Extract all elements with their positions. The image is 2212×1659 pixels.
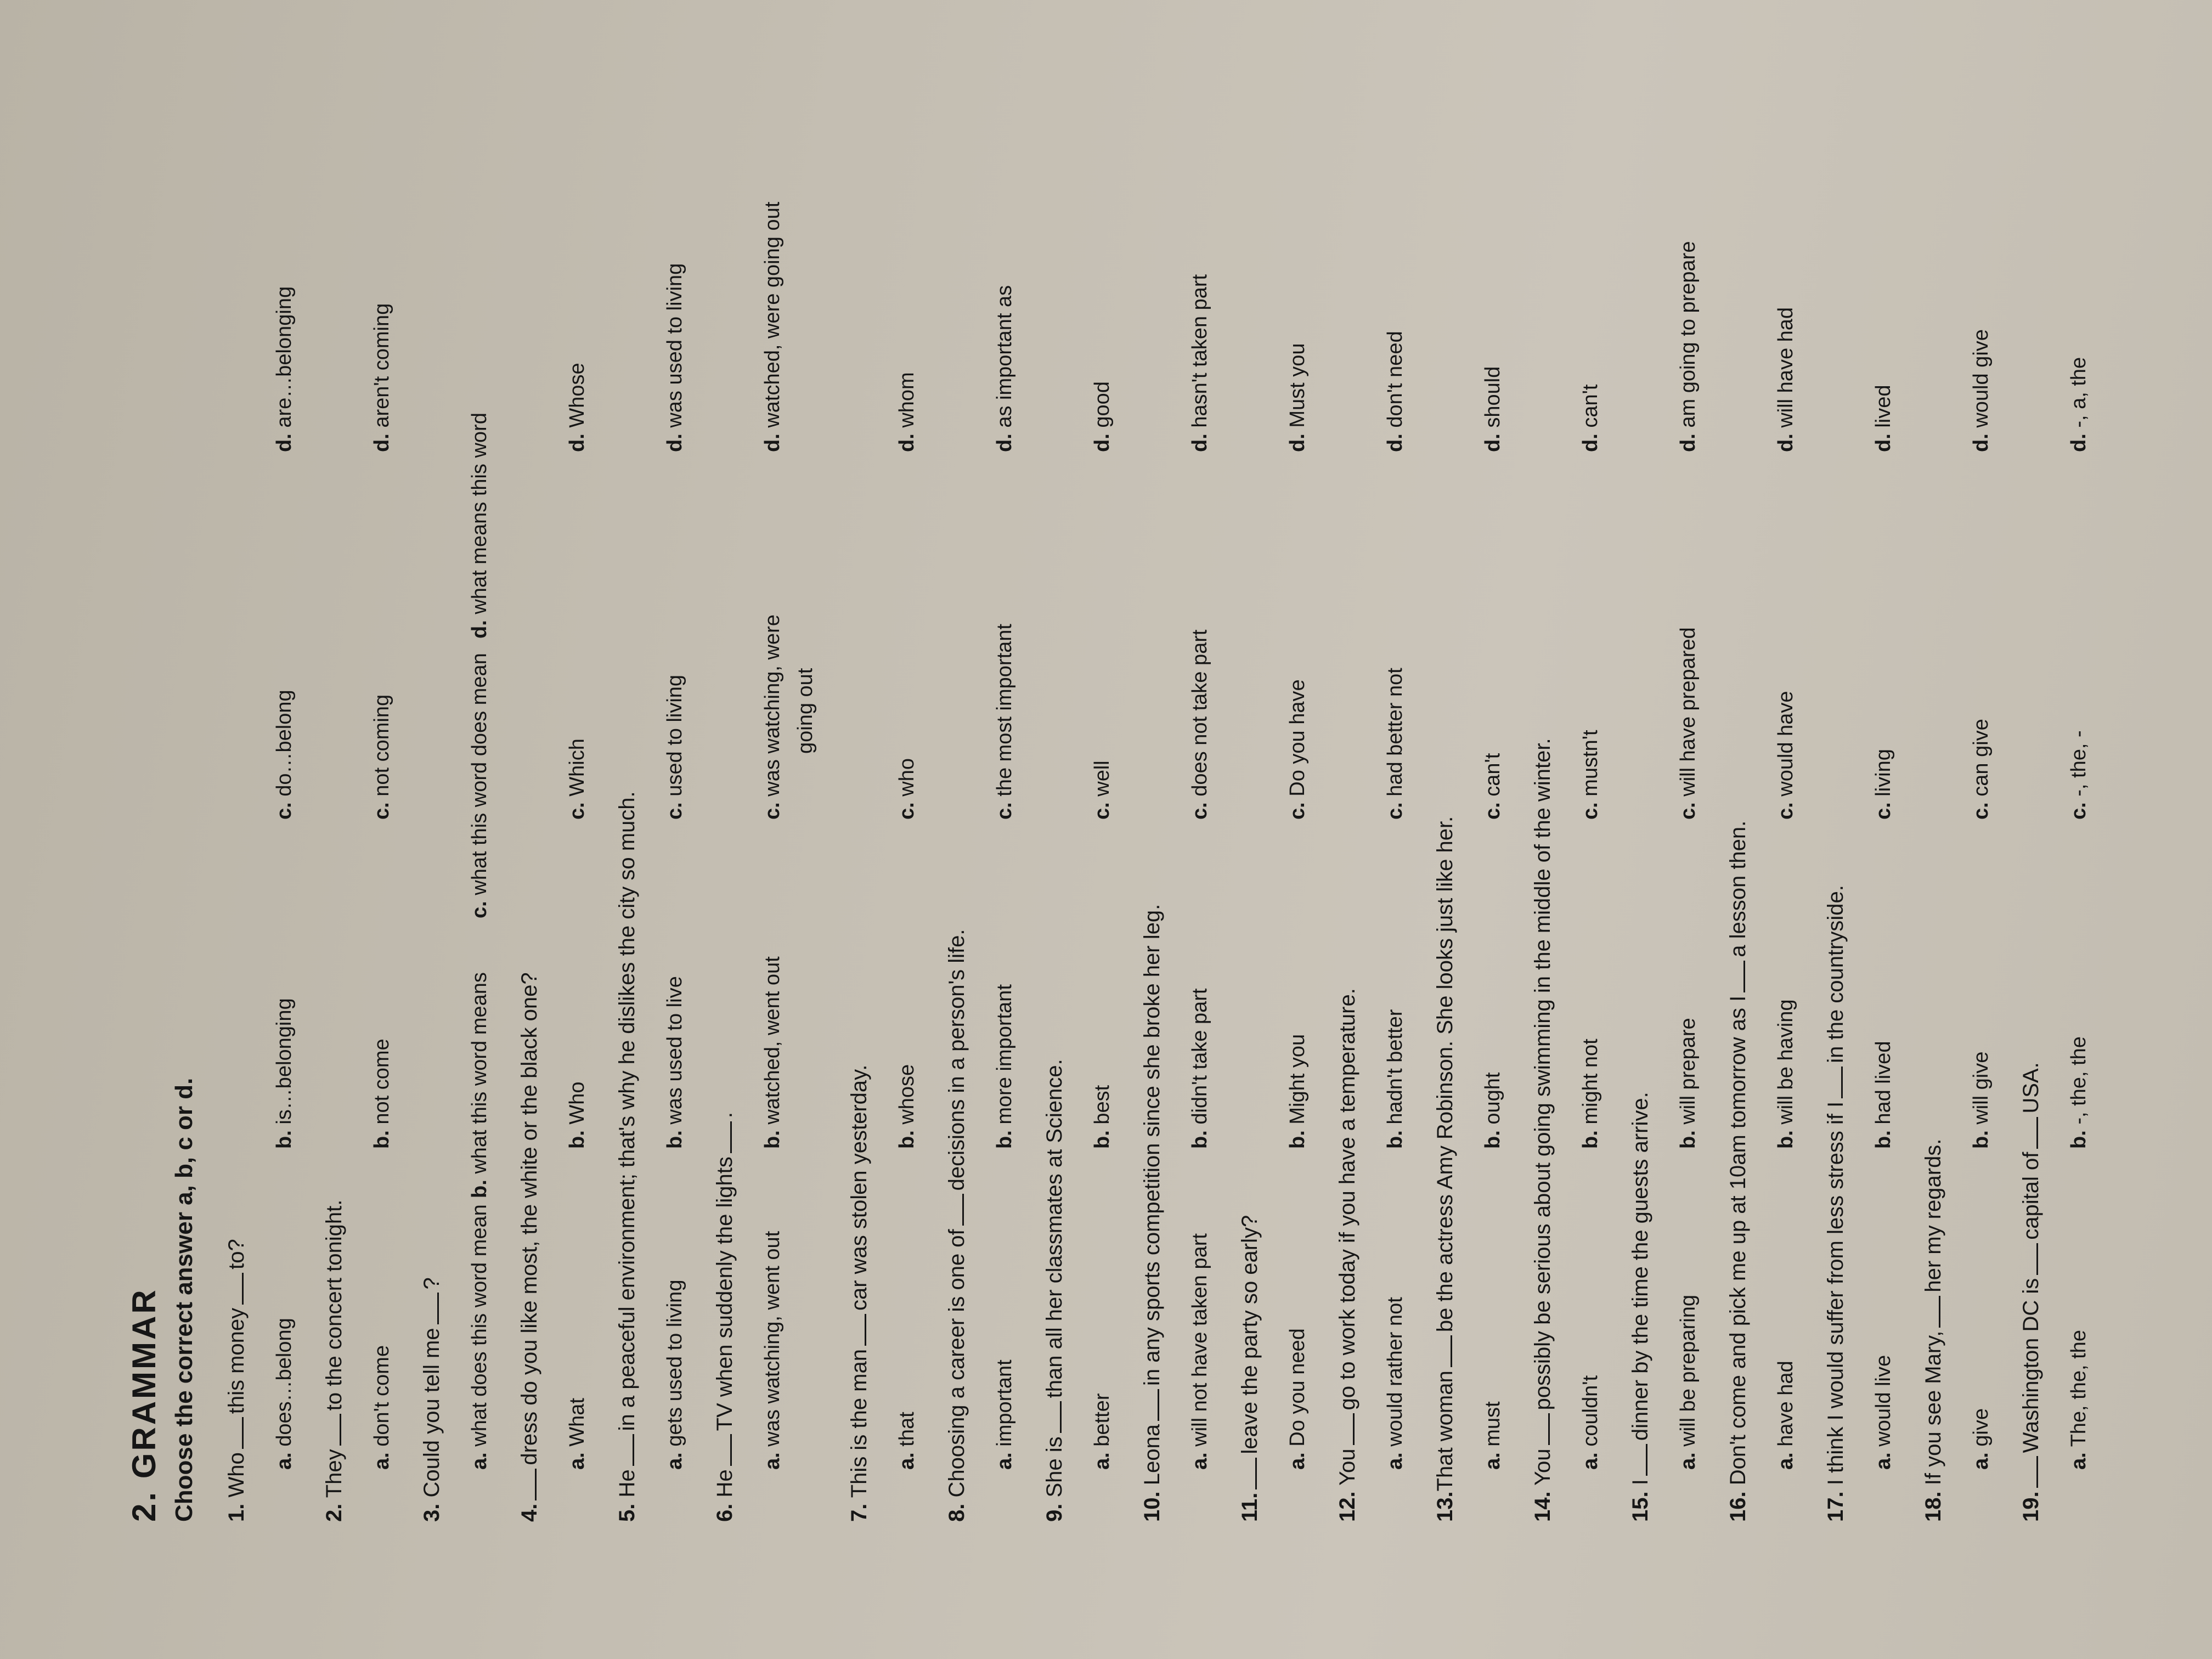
answer-blank [516, 1469, 537, 1500]
option-d[interactable]: d. watched, were going out [761, 201, 784, 452]
question-13: 13.That womanbe the actress Amy Robinson. She looks just like her. a. must b. ought c. can't d. should [1433, 366, 1504, 1522]
question-17: 17. I think I would suffer from less stress if Iin the countryside. a. would live b. had lived c. living d. lived [1824, 385, 1895, 1522]
option-d[interactable]: d. what means this word [468, 413, 491, 639]
option-a[interactable]: a. will be preparing [1677, 1295, 1700, 1470]
option-d[interactable]: d. good [1091, 381, 1114, 452]
option-a[interactable]: a. will not have taken part [1188, 1233, 1211, 1470]
option-b[interactable]: b. watched, went out [761, 956, 784, 1149]
answer-blank [712, 1121, 732, 1153]
option-c[interactable]: c. had better not [1384, 668, 1407, 820]
option-c[interactable]: c. can give [1970, 719, 1993, 820]
option-c[interactable]: c. well [1091, 760, 1114, 820]
option-c[interactable]: c. do…belong [273, 690, 296, 820]
question-6: 6. HeTV when suddenly the lights. a. was watching, went out b. watched, went out c. was watching, were going out d. watched, were going out [713, 201, 817, 1522]
option-b[interactable]: b. had lived [1872, 1041, 1895, 1149]
option-a[interactable]: a. don't come [370, 1345, 393, 1470]
worksheet-content [125, 0, 2115, 1522]
option-d[interactable]: d. -, a, the [2067, 357, 2090, 452]
answer-blank [1237, 1458, 1257, 1489]
option-b[interactable]: b. what this word means [468, 972, 491, 1198]
option-a[interactable]: a. What [566, 1398, 589, 1470]
answer-blank [944, 1194, 964, 1226]
option-a[interactable]: a. gets used to living [663, 1279, 686, 1470]
option-a[interactable]: a. important [993, 1359, 1016, 1470]
option-c[interactable]: c. Which [566, 738, 589, 820]
answer-blank [1041, 1401, 1062, 1433]
option-b[interactable]: b. didn't take part [1188, 988, 1211, 1149]
question-5: 5. Hein a peaceful environment; that's why he dislikes the city so much. a. gets used to living b. was used to live c. used to living d. was used to living [615, 263, 686, 1522]
option-b[interactable]: b. ought [1481, 1072, 1504, 1149]
option-c[interactable]: c. does not take part [1188, 629, 1211, 820]
option-b[interactable]: b. not come [370, 1039, 393, 1149]
option-a[interactable]: a. have had [1774, 1361, 1797, 1470]
answer-blank [223, 1417, 244, 1449]
option-a[interactable]: a. must [1481, 1401, 1504, 1470]
question-12: 12. Yougo to work today if you have a temperature. a. would rather not b. hadn't better c. had better not d. don't need [1335, 331, 1407, 1522]
answer-blank [614, 1434, 634, 1466]
option-d[interactable]: d. aren't coming [370, 303, 393, 452]
option-c[interactable]: c. mustn't [1579, 730, 1602, 820]
option-c[interactable]: c. who [895, 758, 918, 820]
option-c[interactable]: c. what this word does mean [468, 653, 491, 918]
question-9: 9. She isthan all her classmates at Science. a. better b. best c. well d. good [1042, 381, 1114, 1522]
option-a[interactable]: a. would live [1872, 1355, 1895, 1470]
option-d[interactable]: d. don't need [1384, 331, 1407, 452]
answer-blank [1432, 1335, 1452, 1367]
option-d[interactable]: d. would give [1970, 329, 1993, 452]
question-2: 2. Theyto the concert tonight. a. don't come b. not come c. not coming d. aren't coming [322, 303, 393, 1522]
option-c[interactable]: c. will have prepared [1677, 627, 1700, 820]
option-a[interactable]: a. that [895, 1412, 918, 1470]
option-d[interactable]: d. hasn't taken part [1188, 274, 1211, 452]
option-c[interactable]: c. not coming [370, 694, 393, 820]
option-b[interactable]: b. -, the, the [2067, 1036, 2090, 1149]
option-d[interactable]: d. as important as [993, 285, 1016, 452]
option-c[interactable]: c. can't [1481, 753, 1504, 820]
option-b[interactable]: b. might not [1579, 1039, 1602, 1149]
option-d[interactable]: d. should [1481, 366, 1504, 452]
answer-blank [1334, 1414, 1355, 1446]
answer-blank [1725, 961, 1745, 992]
answer-blank [846, 1314, 866, 1346]
option-d[interactable]: d. am going to prepare [1677, 241, 1700, 452]
option-a[interactable]: a. better [1091, 1393, 1114, 1470]
option-c[interactable]: c. living [1872, 749, 1895, 820]
answer-blank [2018, 1456, 2038, 1488]
option-c[interactable]: c. Do you have [1286, 679, 1309, 820]
answer-blank [1920, 1296, 1940, 1328]
question-18: 18. If you see Mary,her my regards. a. give b. will give c. can give d. would give [1921, 329, 1993, 1522]
question-11: 11.leave the party so early? a. Do you need b. Might you c. Do you have d. Must you [1238, 343, 1309, 1522]
option-b[interactable]: b. Who [566, 1081, 589, 1149]
question-16: 16. Don't come and pick me up at 10am tomorrow as Ia lesson then. a. have had b. will be having c. would have d. will have had [1726, 307, 1797, 1522]
option-c[interactable]: c. used to living [663, 674, 686, 820]
answer-blank [1139, 1389, 1159, 1421]
answer-blank [321, 1414, 341, 1446]
option-b[interactable]: b. whose [895, 1064, 918, 1149]
answer-blank [1530, 1414, 1550, 1446]
option-a[interactable]: a. was watching, went out [761, 1231, 784, 1470]
option-c[interactable]: c. would have [1774, 691, 1797, 820]
option-a[interactable]: a. Do you need [1286, 1328, 1309, 1470]
option-d[interactable]: d. Whose [566, 363, 589, 452]
question-8: 8. Choosing a career is one ofdecisions in a person's life. a. important b. more important c. the most important d. as important as [945, 285, 1016, 1522]
option-d[interactable]: d. lived [1872, 385, 1895, 452]
option-c[interactable]: c. was watching, were going out [761, 614, 817, 820]
option-d[interactable]: d. was used to living [663, 263, 686, 452]
question-1: 1. Whothis moneyto? a. does…belong b. is…belonging c. do…belong d. are…belonging [224, 286, 296, 1522]
answer-blank [712, 1434, 732, 1466]
answer-blank [1822, 1066, 1843, 1098]
answer-blank [2018, 1243, 2038, 1275]
question-3: 3. Could you tell me? a. what does this word mean b. what this word means c. what this word does mean d. what means this word [420, 413, 491, 1522]
option-b[interactable]: b. was used to live [663, 976, 686, 1149]
question-7: 7. This is the mancar was stolen yesterday. a. that b. whose c. who d. whom [847, 372, 918, 1522]
answer-blank [223, 1273, 244, 1305]
option-d[interactable]: d. Must you [1286, 343, 1309, 452]
option-b[interactable]: b. will give [1970, 1051, 1993, 1149]
option-b[interactable]: b. will be having [1774, 999, 1797, 1149]
answer-blank [419, 1293, 439, 1324]
option-a[interactable]: a. would rather not [1384, 1297, 1407, 1470]
option-a[interactable]: a. what does this word mean [468, 1204, 491, 1470]
answer-blank [2018, 1117, 2038, 1149]
option-c[interactable]: c. the most important [993, 624, 1016, 820]
option-b[interactable]: b. is…belonging [273, 998, 296, 1149]
option-a[interactable]: a. give [1970, 1408, 1993, 1470]
section-title: 2. GRAMMAR [126, 1288, 162, 1522]
option-d[interactable]: d. will have had [1774, 307, 1797, 452]
option-b[interactable]: b. hadn't better [1384, 1009, 1407, 1149]
question-15: 15. Idinner by the time the guests arrive. a. will be preparing b. will prepare c. will have prepared d. am going to prepare [1628, 241, 1700, 1522]
instruction: Choose the correct answer a, b, c or d. [171, 1077, 198, 1522]
option-d[interactable]: d. are…belonging [273, 286, 296, 452]
question-14: 14. Youpossibly be serious about going swimming in the middle of the winter. a. couldn't b. might not c. mustn't d. can't [1531, 384, 1602, 1522]
option-a[interactable]: a. The, the, the [2067, 1330, 2090, 1470]
option-a[interactable]: a. couldn't [1579, 1375, 1602, 1470]
option-d[interactable]: d. whom [895, 372, 918, 452]
question-19: 19.Washington DC iscapital ofUSA. a. The, the, the b. -, the, the c. -, the, - d. -, a, the [2019, 357, 2090, 1522]
option-c[interactable]: c. -, the, - [2067, 730, 2090, 820]
answer-blank [1627, 1444, 1647, 1476]
question-10: 10. Leonain any sports competition since she broke her leg. a. will not have taken part b. didn't take part c. does not take part d. hasn't taken part [1140, 274, 1211, 1522]
option-b[interactable]: b. will prepare [1677, 1018, 1700, 1149]
option-b[interactable]: b. Might you [1286, 1034, 1309, 1149]
option-b[interactable]: b. best [1091, 1085, 1114, 1149]
option-b[interactable]: b. more important [993, 984, 1016, 1149]
option-a[interactable]: a. does…belong [273, 1318, 296, 1470]
option-d[interactable]: d. can't [1579, 384, 1602, 452]
question-4: 4.dress do you like most, the white or the black one? a. What b. Who c. Which d. Whose [517, 363, 589, 1522]
